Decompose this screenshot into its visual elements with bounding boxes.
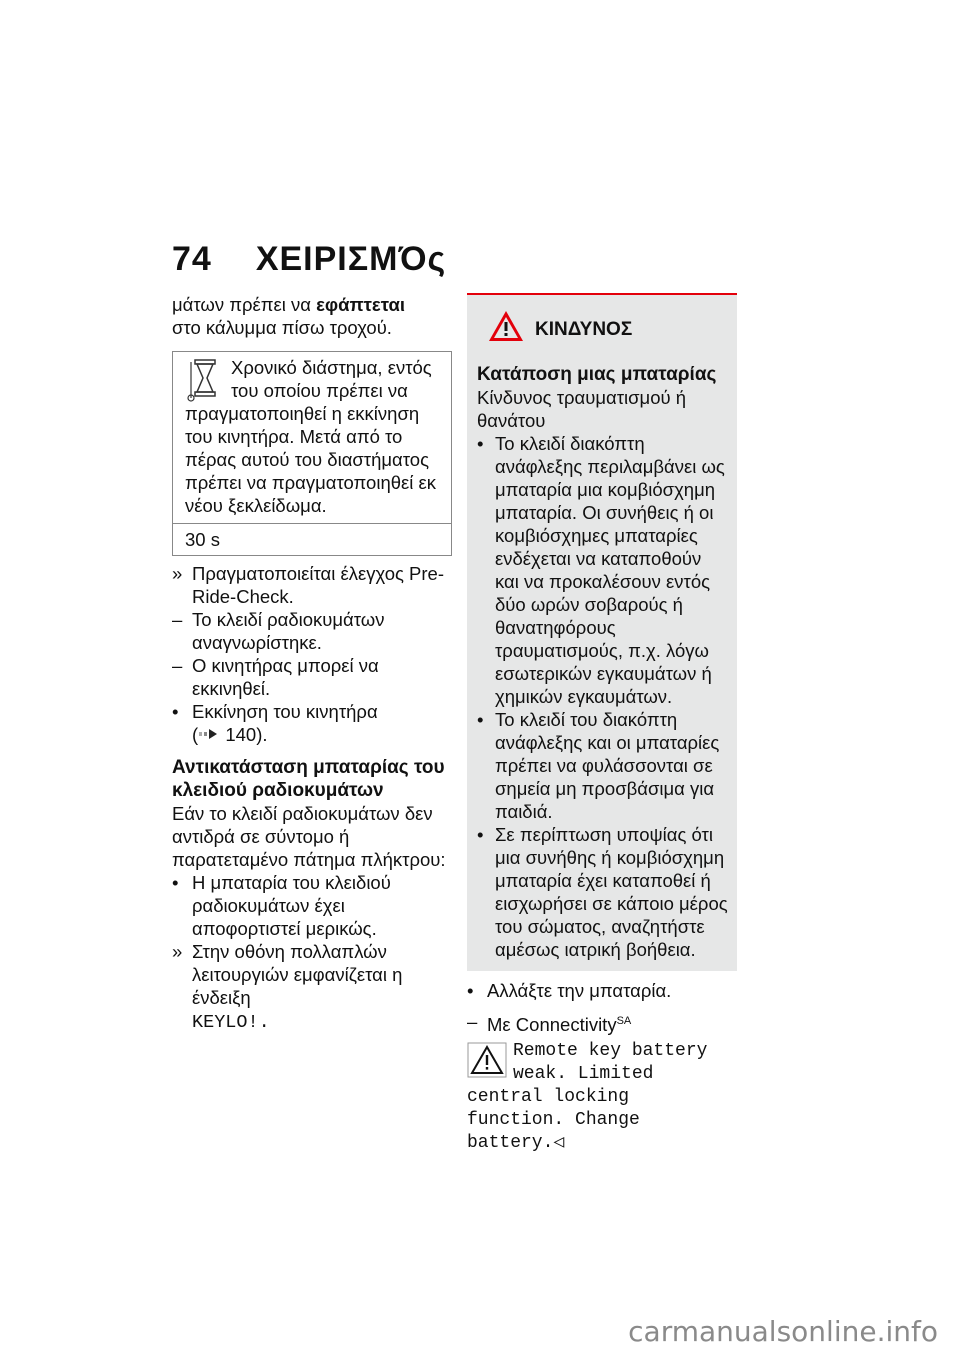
list-item: » Στην οθόνη πολλαπλών λειτουργιών εμφανίζεται η ένδειξη KEYLO!.	[172, 941, 403, 1033]
display-code: KEYLO!.	[192, 1012, 270, 1033]
danger-subtitle: Κατάποση μιας μπαταρίας	[477, 364, 717, 385]
list-item: • Το κλειδί του διακόπτη ανάφλεξης και οι μπαταρίες πρέπει να φυλάσσονται σε σημεία μη προσβάσιμα για παιδιά.	[477, 709, 720, 822]
timer-note-box	[172, 351, 452, 556]
section-title: ΧΕΙΡΙΣΜΌς	[255, 240, 447, 278]
cc-message: Remote key battery weak. Limited central locking function. Change battery.◁	[467, 1041, 708, 1154]
intro-text: μάτων πρέπει να εφάπτεται στο κάλυμμα πίσω τροχού.	[172, 294, 405, 338]
list-item: – Το κλειδί ραδιοκυμάτων αναγνωρίστηκε.	[172, 609, 385, 653]
warning-triangle-icon	[487, 309, 525, 349]
list-item: – Με Connectivity$^{SA}$	[467, 1011, 632, 1036]
danger-box	[467, 293, 737, 971]
page-reference-arrow-icon	[198, 724, 220, 745]
list-item: • Η μπαταρία του κλειδιού ραδιοκυμάτων έχει αποφορτιστεί μερικώς.	[172, 872, 391, 939]
danger-lead: Κίνδυνος τραυματισμού ή θανάτου	[477, 387, 687, 431]
page-header	[172, 240, 446, 279]
timer-icon	[185, 358, 225, 402]
watermark: carmanualsonline.info	[628, 1315, 938, 1348]
list-item: » Πραγματοποιείται έλεγχος Pre-Ride-Check.	[172, 563, 445, 607]
danger-title: ΚΙΝΔΥΝΟΣ	[535, 318, 633, 340]
list-item: • Εκκίνηση του κινητήρα ( 140).	[172, 701, 378, 745]
timer-value: 30 s	[173, 523, 451, 555]
paragraph: Εάν το κλειδί ραδιοκυμάτων δεν αντιδρά σε σύντομο ή παρατεταμένο πάτημα πλήκτρου:	[172, 803, 446, 870]
timer-note-text: Χρονικό διάστημα, εντός του οποίου πρέπει να πραγματοποιηθεί η εκκίνηση του κινητήρα. Μετά από το πέρας αυτού του διαστήματος πρέπει να πραγματοποιηθεί εκ νέου ξεκλείδωμα.	[185, 357, 437, 516]
list-item: • Σε περίπτωση υποψίας ότι μια συνήθης ή κομβιόσχημη μπαταρία έχει καταποθεί ή εισχωρήσει σε κάποιο μέρος του σώματος, αναζητήστε αμέσως ιατρική βοήθεια.	[477, 824, 728, 960]
page-number: 74	[172, 240, 212, 278]
end-mark: ◁	[553, 1133, 565, 1154]
list-item: – Ο κινητήρας μπορεί να εκκινηθεί.	[172, 655, 379, 699]
right-column	[467, 293, 737, 1155]
list-item: • Το κλειδί διακόπτη ανάφλεξης περιλαμβάνει ως μπαταρία μια κομβιόσχημη μπαταρία. Οι συνήθεις ή οι κομβιόσχημες μπαταρίες ενδέχεται να καταποθούν και να προκαλέσουν εντός δύο ωρών σοβαρούς ή θανατηφόρους τραυματισμούς, π.χ. λόγω εσωτερικών εγκαυμάτων ή χημικών εγκαυμάτων.	[477, 433, 725, 707]
warning-triangle-icon	[467, 1042, 507, 1078]
danger-header	[487, 309, 729, 349]
section-heading: Αντικατάσταση μπαταρίας του κλειδιού ραδιοκυμάτων	[172, 757, 445, 801]
page-reference[interactable]: 140	[225, 724, 257, 745]
list-item: • Αλλάξτε την μπαταρία.	[467, 980, 672, 1001]
left-column	[172, 293, 452, 1034]
